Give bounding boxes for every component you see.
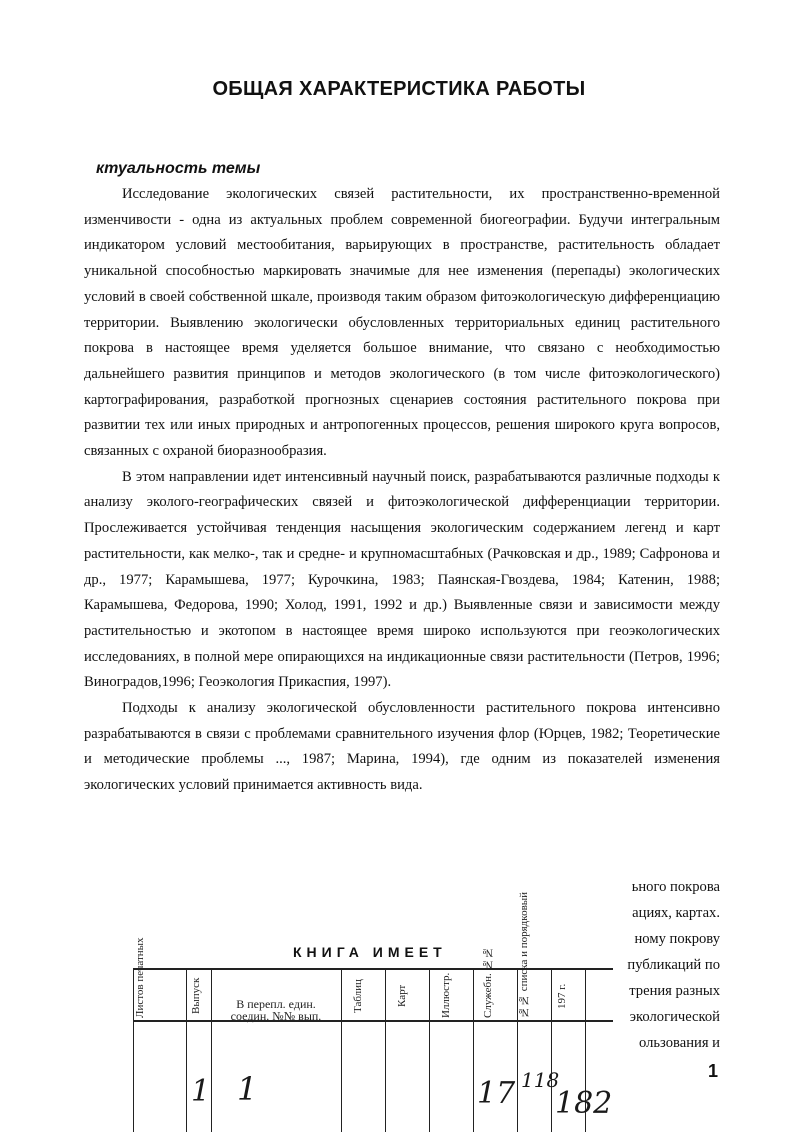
column-label-binding: В перепл. един. соедин. №№ вып.	[230, 997, 322, 1023]
column-label-issue: Выпуск	[190, 977, 202, 1015]
column-label-year: 197 г.	[556, 983, 568, 1009]
partial-line: ному покрову	[634, 931, 720, 947]
card-column-line	[473, 968, 474, 1132]
card-divider-top	[133, 968, 613, 970]
partial-line: ользования и	[639, 1035, 720, 1051]
handwritten-list-bottom: 182	[555, 1086, 613, 1121]
column-label-list: №№ списка и порядковый	[518, 891, 530, 1018]
handwritten-binding: 1	[237, 1070, 258, 1108]
handwritten-issue: 1	[191, 1074, 211, 1109]
partial-line: публикаций по	[627, 957, 720, 973]
library-card	[133, 891, 613, 1132]
card-column-line	[341, 968, 342, 1132]
card-column-line	[211, 968, 212, 1132]
library-card-heading: КНИГА ИМЕЕТ	[293, 944, 447, 960]
paragraph-3: Подходы к анализу экологической обусловленности растительного покрова интенсивно разрабатываются в связи с проблемами сравнительного изучения флор (Юрцев, 1982; Теоретические и методические проблемы ..., 1987; Марина, 1994), где одним из показателей изменения экологических условий принимается активность вида.	[84, 700, 720, 794]
paragraph-2: В этом направлении идет интенсивный научный поиск, разрабатываются различные подходы к анализу эколого-географических связей и фитоэкологической дифференциации территории. Прослеживается устойчивая тенденция насыщения экологическим содержанием легенд и карт растительности, как мелко-, так и средне- и крупномасштабных (Рачковская и др., 1989; Сафронова и др., 1977; Карамышева, 1977; Курочкина, 1983; Паянская-Гвоздева, 1984; Катенин, 1988; Карамышева, Федорова, 1990; Холод, 1991, 1992 и др.) Выявленные связи и зависимости между растительностью и экотопом в настоящее время широко используются при геоэкологических исследованиях, в полной мере опирающихся на индикационные связи растительности (Петров, 1996; Виноградов,1996; Геоэкология Прикаспия, 1997).	[84, 468, 720, 691]
card-column-line	[186, 968, 187, 1132]
page-title: ОБЩАЯ ХАРАКТЕРИСТИКА РАБОТЫ	[212, 78, 586, 100]
paragraph-1: Исследование экологических связей растительности, их пространственно-временной изменчивости - одна из актуальных проблем современной биогеографии. Будучи интегральным индикатором условий местообитания, варьирующих в пространстве, растительность обладает уникальной способностью маркировать значимые для нее изменения (перепады) экологических условий в своей собственной шкале, производя таким образом фитоэкологическую дифференциацию территории. Выявлению экологически обусловленных территориальных единиц растительного покрова в настоящее время уделяется большое внимание, что связано с необходимостью дальнейшего развития принципов и методов экологического (в том числе фитоэкологического) картографирования, разработкой прогнозных сценариев состояния растительного покрова при развитии тех или иных природных и антропогенных процессов, решения широкого круга вопросов, связанных с охраной биоразнообразия.	[84, 186, 720, 460]
handwritten-service: 17	[477, 1076, 516, 1111]
partial-line: экологической	[629, 1009, 720, 1025]
column-label-service: Служебн. №№	[482, 946, 494, 1018]
column-label-tables: Таблиц	[352, 979, 364, 1013]
partial-line: трения разных	[629, 983, 720, 999]
card-column-line	[551, 968, 552, 1132]
partial-line: ьного покрова	[631, 879, 720, 895]
column-label-maps: Карт	[396, 984, 408, 1008]
partial-line: ациях, картах.	[632, 905, 720, 921]
card-column-line	[385, 968, 386, 1132]
column-label-illustrations: Иллюстр.	[440, 972, 452, 1018]
body-text	[84, 182, 720, 799]
column-label-sheets: Листов печатных	[134, 937, 146, 1018]
card-column-line	[429, 968, 430, 1132]
section-heading: ктуальность темы	[96, 160, 261, 177]
page-number: 1	[708, 1061, 719, 1081]
card-divider-mid	[133, 1020, 613, 1022]
handwritten-list-top: 118	[521, 1068, 560, 1092]
